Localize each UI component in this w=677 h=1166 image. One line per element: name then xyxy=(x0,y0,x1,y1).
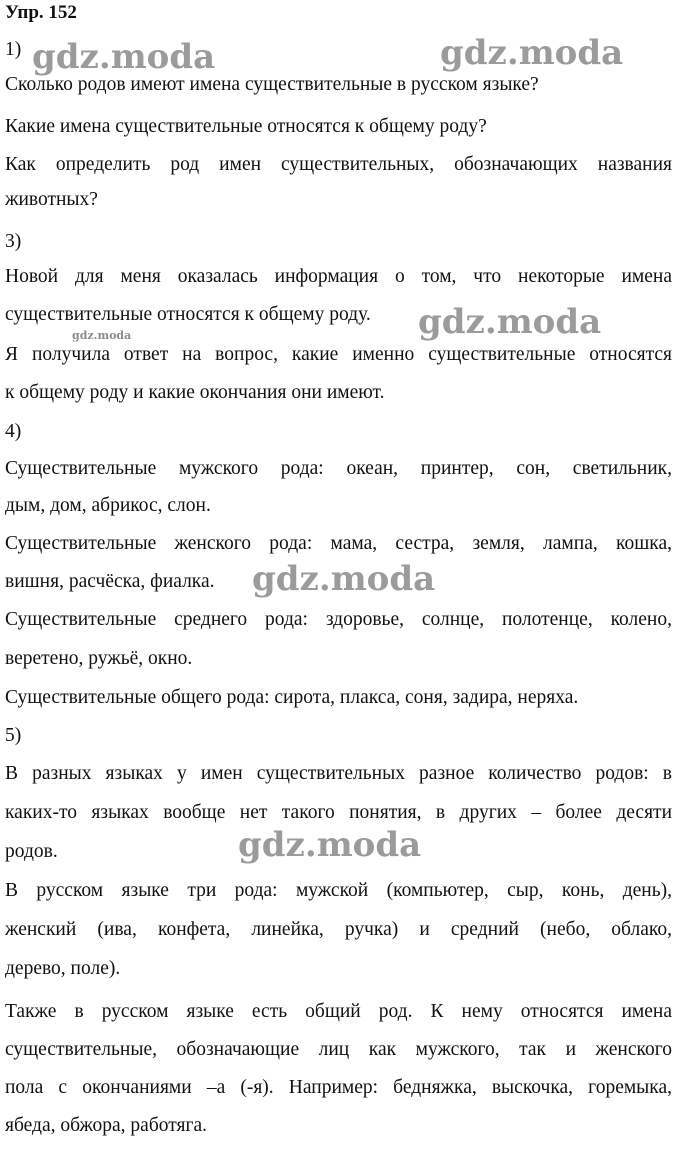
text-line: родов. xyxy=(5,841,58,862)
text-line: В разных языках у имен существительных разное количество родов: в xyxy=(5,763,672,784)
text-line: Существительные мужского рода: океан, принтер, сон, светильник, xyxy=(5,458,672,479)
watermark: gdz.moda xyxy=(418,302,602,342)
section-1-label: 1) xyxy=(5,39,22,60)
text-line: существительные относятся к общему роду. xyxy=(5,304,371,325)
watermark: gdz.moda xyxy=(440,33,624,73)
watermark: gdz.moda xyxy=(252,559,436,599)
text-line: животных? xyxy=(5,189,98,210)
text-line: Я получила ответ на вопрос, какие именно существительные относятся xyxy=(5,344,672,365)
text-line: дерево, поле). xyxy=(5,958,121,979)
text-line: дым, дом, абрикос, слон. xyxy=(5,495,211,516)
section-3-label: 3) xyxy=(5,231,22,252)
text-line: Какие имена существительные относятся к общему роду? xyxy=(5,116,487,137)
section-4-label: 4) xyxy=(5,421,22,442)
text-line: существительные, обозначающие лиц как мужского, так и женского xyxy=(5,1039,672,1060)
watermark: gdz.moda xyxy=(32,37,216,77)
text-line: Как определить род имен существительных, обозначающих названия xyxy=(5,154,672,175)
text-line: ябеда, обжора, работяга. xyxy=(5,1115,208,1136)
section-5-label: 5) xyxy=(5,725,22,746)
text-line: Новой для меня оказалась информация о том, что некоторые имена xyxy=(5,266,672,287)
text-line: вишня, расчёска, фиалка. xyxy=(5,571,215,592)
text-line: веретено, ружьё, окно. xyxy=(5,648,193,669)
text-line: В русском языке три рода: мужской (компьютер, сыр, конь, день), xyxy=(5,880,672,901)
text-line: каких-то языках вообще нет такого понятия, в других – более десяти xyxy=(5,802,672,823)
text-line: Существительные среднего рода: здоровье, солнце, полотенце, колено, xyxy=(5,609,672,630)
text-line: Существительные женского рода: мама, сестра, земля, лампа, кошка, xyxy=(5,533,672,554)
text-line: к общему роду и какие окончания они имеют. xyxy=(5,382,385,403)
watermark: gdz.moda xyxy=(238,825,422,865)
text-line: пола с окончаниями –а (-я). Например: бедняжка, выскочка, горемыка, xyxy=(5,1077,672,1098)
text-line: Существительные общего рода: сирота, плакса, соня, задира, неряха. xyxy=(5,687,579,708)
exercise-title: Упр. 152 xyxy=(5,2,77,23)
text-line: женский (ива, конфета, линейка, ручка) и средний (небо, облако, xyxy=(5,919,672,940)
text-line: Сколько родов имеют имена существительные в русском языке? xyxy=(5,74,539,95)
watermark-small: gdz.moda xyxy=(72,329,132,342)
text-line: Также в русском языке есть общий род. К нему относятся имена xyxy=(5,1001,672,1022)
